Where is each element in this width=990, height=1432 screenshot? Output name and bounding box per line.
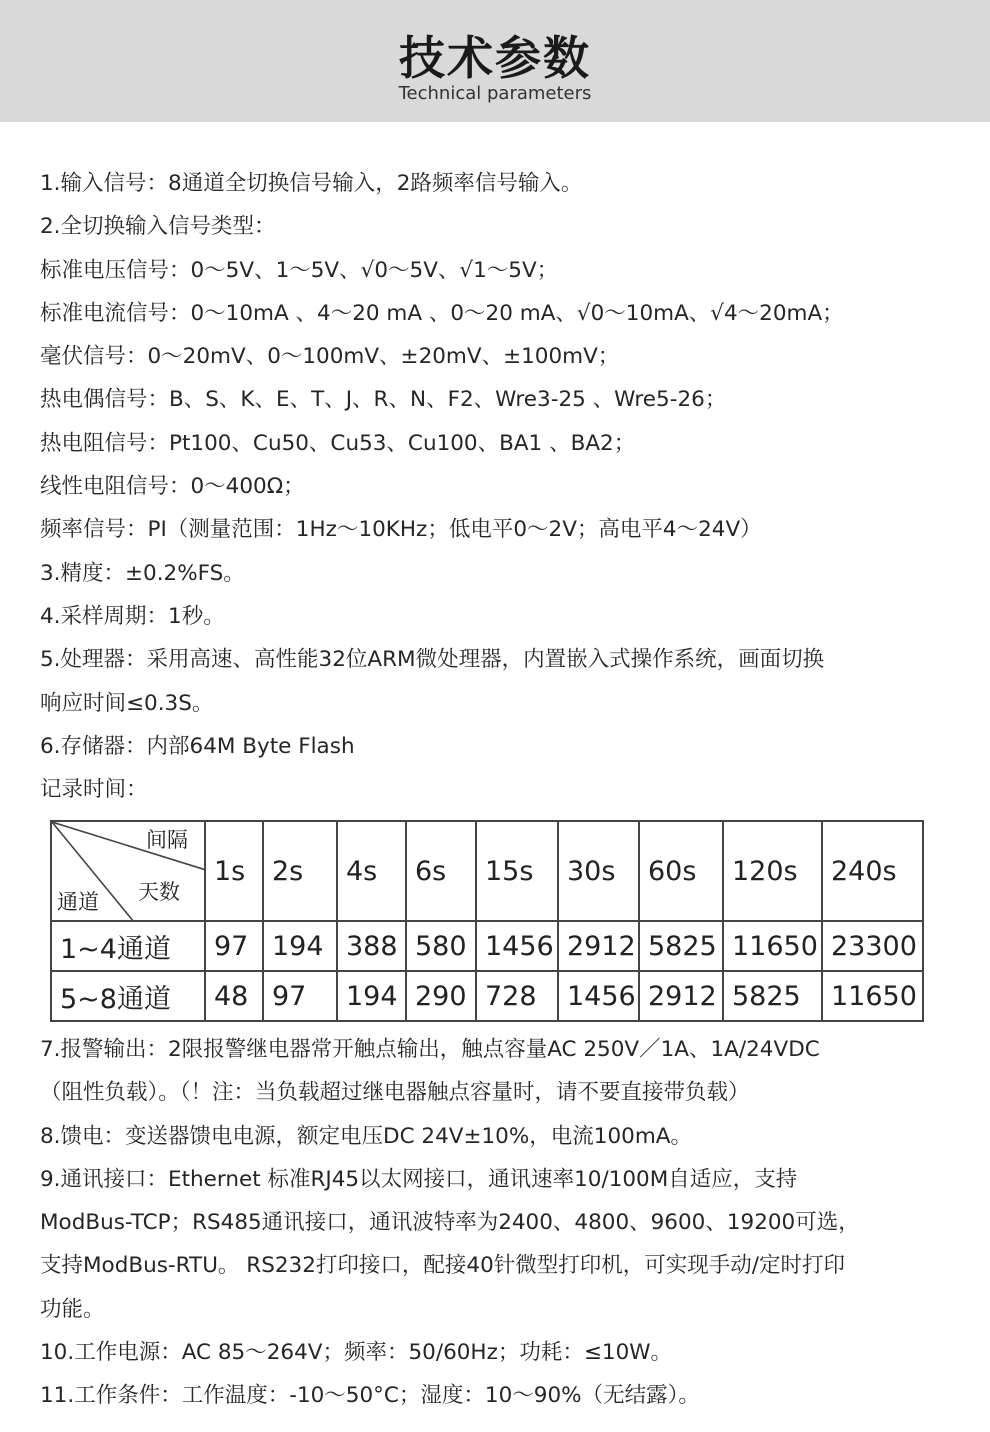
table-cell: 5825 — [723, 971, 822, 1021]
table-corner-cell — [51, 821, 205, 921]
spec-line-alarm-note: （阻性负载）。（！注：当负载超过继电器触点容量时，请不要直接带负载） — [40, 1080, 750, 1106]
table-cell: 48 — [205, 971, 263, 1021]
spec-line-millivolt: 毫伏信号：0～20mV、0～100mV、±20mV、±100mV； — [40, 344, 620, 370]
table-cell: 97 — [205, 921, 263, 971]
table-cell: 1456 — [476, 921, 558, 971]
spec-line-feed-power: 8.馈电：变送器馈电电源，额定电压DC 24V±10%，电流100mA。 — [40, 1123, 692, 1149]
spec-line-response-time: 响应时间≤0.3S。 — [40, 690, 214, 716]
spec-line-comm-rs485: ModBus-TCP；RS485通讯接口，通讯波特率为2400、4800、9600、19200可选， — [40, 1210, 860, 1236]
spec-line-rtd: 热电阻信号：Pt100、Cu50、Cu53、Cu100、BA1 、BA2； — [40, 430, 636, 456]
spec-line-sampling: 4.采样周期：1秒。 — [40, 603, 225, 629]
spec-line-comm-interface: 9.通讯接口：Ethernet 标准RJ45以太网接口，通讯速率10/100M自适应，支持 — [40, 1166, 798, 1192]
table-cell: 11650 — [723, 921, 822, 971]
spec-list-continued — [40, 1028, 960, 1418]
spec-line-comm-rs232: 支持ModBus-RTU。 RS232打印接口，配接40针微型打印机，可实现手动/定时打印 — [40, 1253, 845, 1279]
spec-line-voltage: 标准电压信号：0～5V、1～5V、√0～5V、√1～5V； — [40, 257, 559, 283]
spec-line-thermocouple: 热电偶信号：B、S、K、E、T、J、R、N、F2、Wre3-25 、Wre5-26； — [40, 387, 727, 413]
table-cell: 5825 — [639, 921, 723, 971]
table-cell: 388 — [337, 921, 406, 971]
table-cell: 290 — [406, 971, 476, 1021]
spec-line-alarm-output: 7.报警输出：2限报警继电器常开触点输出，触点容量AC 250V／1A、1A/24VDC — [40, 1037, 820, 1062]
interval-header-cell: 30s — [558, 821, 639, 921]
row-label-cell: 5~8通道 — [51, 971, 205, 1021]
table-row — [51, 921, 923, 971]
interval-header-cell: 15s — [476, 821, 558, 921]
record-time-table — [50, 820, 924, 1022]
corner-label-interval: 间隔 — [146, 828, 188, 852]
spec-line-current: 标准电流信号：0～10mA 、4～20 mA 、0～20 mA、√0～10mA、√4～20mA； — [40, 300, 844, 326]
spec-line-input-signal: 1.输入信号：8通道全切换信号输入，2路频率信号输入。 — [40, 171, 583, 196]
interval-header-cell: 60s — [639, 821, 723, 921]
spec-line-storage: 6.存储器：内部64M Byte Flash — [40, 733, 355, 759]
spec-line-accuracy: 3.精度：±0.2%FS。 — [40, 560, 245, 586]
corner-label-channel: 通道 — [57, 890, 99, 914]
interval-header-cell: 2s — [263, 821, 337, 921]
spec-line-comm-function: 功能。 — [40, 1296, 105, 1322]
spec-list — [40, 162, 960, 811]
interval-header-cell: 6s — [406, 821, 476, 921]
table-row — [51, 971, 923, 1021]
interval-header-cell: 4s — [337, 821, 406, 921]
page-title: 技术参数 — [399, 31, 591, 85]
spec-line-power-supply: 10.工作电源：AC 85～264V；频率：50/60Hz；功耗：≤10W。 — [40, 1340, 673, 1366]
spec-line-frequency: 频率信号：PI（测量范围：1Hz～10KHz；低电平0～2V；高电平4～24V） — [40, 517, 762, 543]
spec-line-record-time: 记录时间： — [40, 777, 148, 803]
table-cell: 2912 — [558, 921, 639, 971]
interval-header-cell: 1s — [205, 821, 263, 921]
table-header-row — [51, 821, 923, 921]
table-cell: 580 — [406, 921, 476, 971]
table-cell: 194 — [337, 971, 406, 1021]
spec-line-input-types: 2.全切换输入信号类型： — [40, 214, 276, 240]
interval-header-cell: 120s — [723, 821, 822, 921]
spec-line-work-conditions: 11.工作条件：工作温度：-10～50°C；湿度：10～90%（无结露）。 — [40, 1383, 700, 1409]
page-subtitle: Technical parameters — [398, 83, 592, 104]
table-cell: 23300 — [822, 921, 923, 971]
row-label-cell: 1~4通道 — [51, 921, 205, 971]
spec-line-linear-resistance: 线性电阻信号：0～400Ω； — [40, 474, 305, 500]
spec-line-processor: 5.处理器：采用高速、高性能32位ARM微处理器，内置嵌入式操作系统，画面切换 — [40, 647, 825, 673]
interval-header-cell: 240s — [822, 821, 923, 921]
corner-label-days: 天数 — [138, 880, 180, 904]
header-banner — [0, 0, 990, 122]
table-cell: 728 — [476, 971, 558, 1021]
table-cell: 2912 — [639, 971, 723, 1021]
table-cell: 194 — [263, 921, 337, 971]
table-cell: 11650 — [822, 971, 923, 1021]
table-cell: 1456 — [558, 971, 639, 1021]
table-cell: 97 — [263, 971, 337, 1021]
